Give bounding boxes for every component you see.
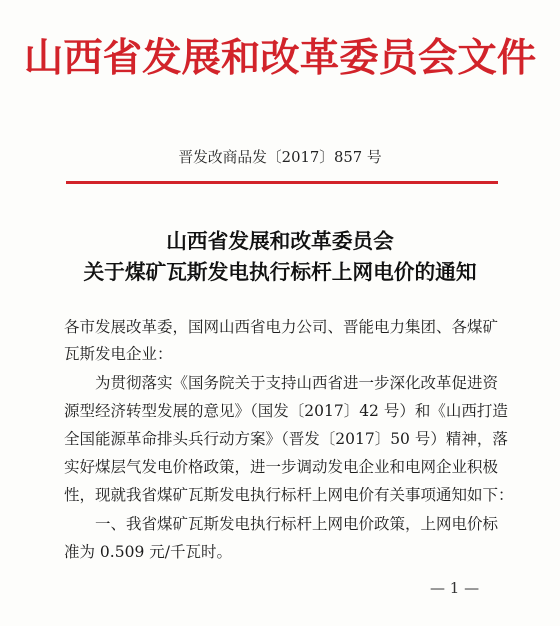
body-line-8: 一、我省煤矿瓦斯发电执行标杆上网电价政策，上网电价标 [64, 515, 499, 533]
body-line-4: 源型经济转型发展的意见》（国发〔2017〕42 号）和《山西打造 [64, 402, 508, 420]
body-line-7: 性，现就我省煤矿瓦斯发电执行标杆上网电价有关事项通知如下： [64, 486, 514, 504]
body-line-9: 准为 0.509 元/千瓦时。 [64, 543, 232, 561]
red-divider-rule [66, 181, 498, 184]
body-line-1: 各市发展改革委，国网山西省电力公司、晋能电力集团、各煤矿 [64, 318, 499, 336]
title-line-1: 山西省发展和改革委员会 [166, 229, 394, 253]
page-number: — 1 — [430, 579, 480, 597]
body-line-3: 为贯彻落实《国务院关于支持山西省进一步深化改革促进资 [64, 374, 499, 392]
body-line-6: 实好煤层气发电价格政策，进一步调动发电企业和电网企业积极 [64, 458, 499, 476]
body-line-5: 全国能源革命排头兵行动方案》（晋发〔2017〕50 号）精神，落 [64, 430, 508, 448]
document-number: 晋发改商品发〔2017〕857 号 [178, 149, 382, 166]
body-line-2: 瓦斯发电企业： [64, 345, 173, 363]
issuer-masthead: 山西省发展和改革委员会文件 [23, 35, 537, 81]
title-line-2: 关于煤矿瓦斯发电执行标杆上网电价的通知 [83, 260, 477, 284]
